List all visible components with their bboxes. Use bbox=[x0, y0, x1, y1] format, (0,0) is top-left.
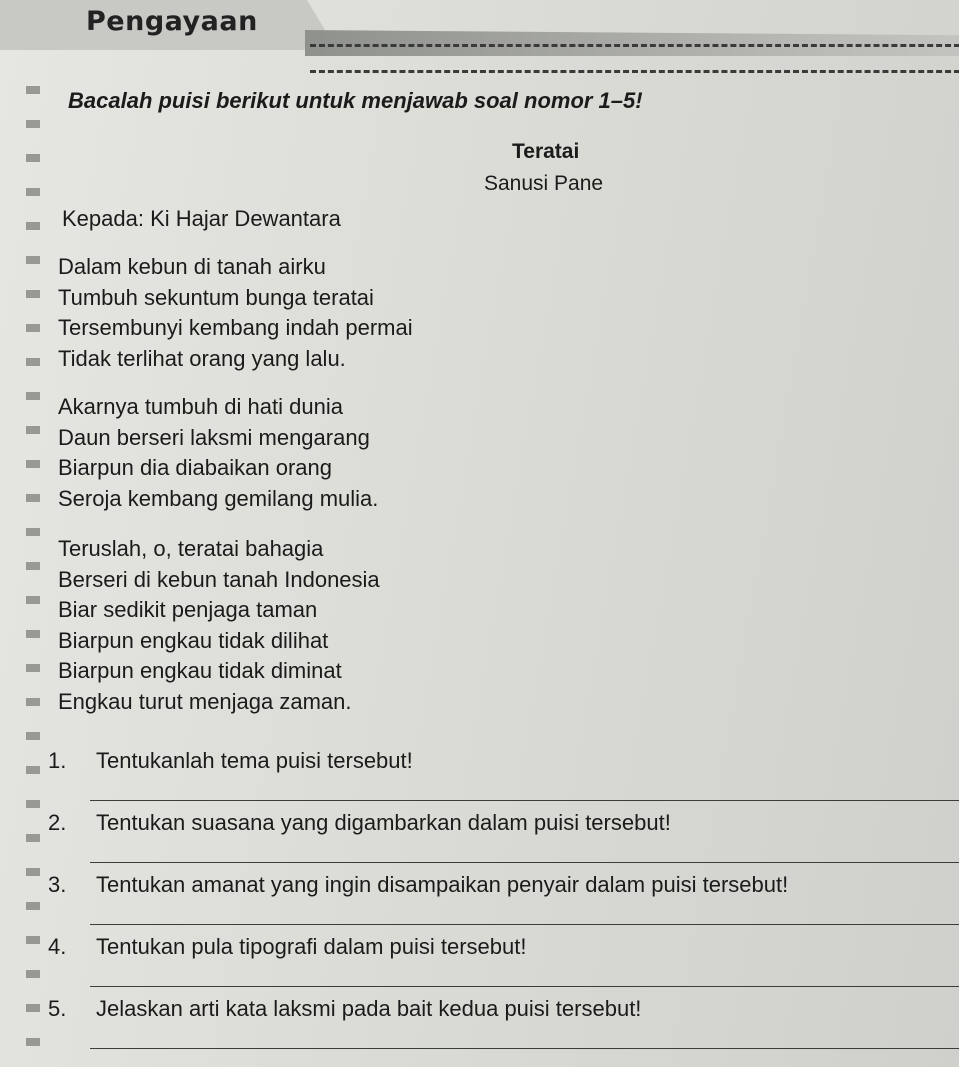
poem-line: Biarpun engkau tidak diminat bbox=[58, 658, 342, 683]
poem-line: Biar sedikit penjaga taman bbox=[58, 597, 318, 622]
poem-stanza-2 bbox=[58, 392, 378, 514]
poem-line: Tumbuh sekuntum bunga teratai bbox=[58, 284, 374, 310]
binding-margin-marks bbox=[26, 60, 40, 1067]
poem-line: Berseri di kebun tanah Indonesia bbox=[58, 566, 380, 592]
answer-line[interactable] bbox=[90, 862, 959, 863]
question-list bbox=[48, 748, 959, 1058]
poem-line: Daun berseri laksmi mengarang bbox=[58, 424, 370, 450]
question-number: 5. bbox=[48, 996, 67, 1021]
question-number: 4. bbox=[48, 934, 67, 959]
poem-line: Engkau turut menjaga zaman. bbox=[58, 688, 352, 714]
poem-line: Akarnya tumbuh di hati dunia bbox=[58, 394, 343, 419]
poem-stanza-3 bbox=[58, 534, 380, 717]
poem-line: Tersembunyi kembang indah permai bbox=[58, 315, 413, 340]
instruction-text: Bacalah puisi berikut untuk menjawab soal nomor 1–5! bbox=[68, 88, 643, 113]
poem-line: Tidak terlihat orang yang lalu. bbox=[58, 345, 346, 371]
poem-stanza-1 bbox=[58, 252, 413, 374]
header-band bbox=[0, 0, 959, 62]
poem-line: Biarpun engkau tidak dilihat bbox=[58, 627, 329, 653]
question-text: Jelaskan arti kata laksmi pada bait kedua puisi tersebut! bbox=[96, 996, 642, 1021]
poem-line: Dalam kebun di tanah airku bbox=[58, 254, 326, 279]
poem-line: Biarpun dia diabaikan orang bbox=[58, 455, 332, 480]
answer-line[interactable] bbox=[90, 986, 959, 987]
section-title: Pengayaan bbox=[86, 6, 258, 37]
header-bar bbox=[305, 30, 959, 56]
question-text: Tentukanlah tema puisi tersebut! bbox=[96, 748, 413, 773]
question-text: Tentukan pula tipografi dalam puisi tersebut! bbox=[96, 934, 527, 959]
poem-line: Teruslah, o, teratai bahagia bbox=[58, 536, 324, 561]
poem-title: Teratai bbox=[512, 140, 580, 163]
question-item bbox=[48, 872, 959, 934]
poem-line: Seroja kembang gemilang mulia. bbox=[58, 485, 379, 511]
question-item bbox=[48, 934, 959, 996]
answer-line[interactable] bbox=[90, 924, 959, 925]
dashed-divider-bottom bbox=[310, 70, 959, 73]
poem-author: Sanusi Pane bbox=[484, 172, 604, 195]
question-item bbox=[48, 748, 959, 810]
question-number: 2. bbox=[48, 810, 67, 835]
question-text: Tentukan amanat yang ingin disampaikan penyair dalam puisi tersebut! bbox=[96, 872, 789, 897]
answer-line[interactable] bbox=[90, 800, 959, 801]
dashed-divider-top bbox=[310, 44, 959, 47]
question-number: 1. bbox=[48, 748, 67, 773]
question-item bbox=[48, 810, 959, 872]
question-item bbox=[48, 996, 959, 1058]
question-text: Tentukan suasana yang digambarkan dalam puisi tersebut! bbox=[96, 810, 671, 835]
answer-line[interactable] bbox=[90, 1048, 959, 1049]
question-number: 3. bbox=[48, 872, 67, 897]
poem-dedication: Kepada: Ki Hajar Dewantara bbox=[62, 206, 341, 231]
